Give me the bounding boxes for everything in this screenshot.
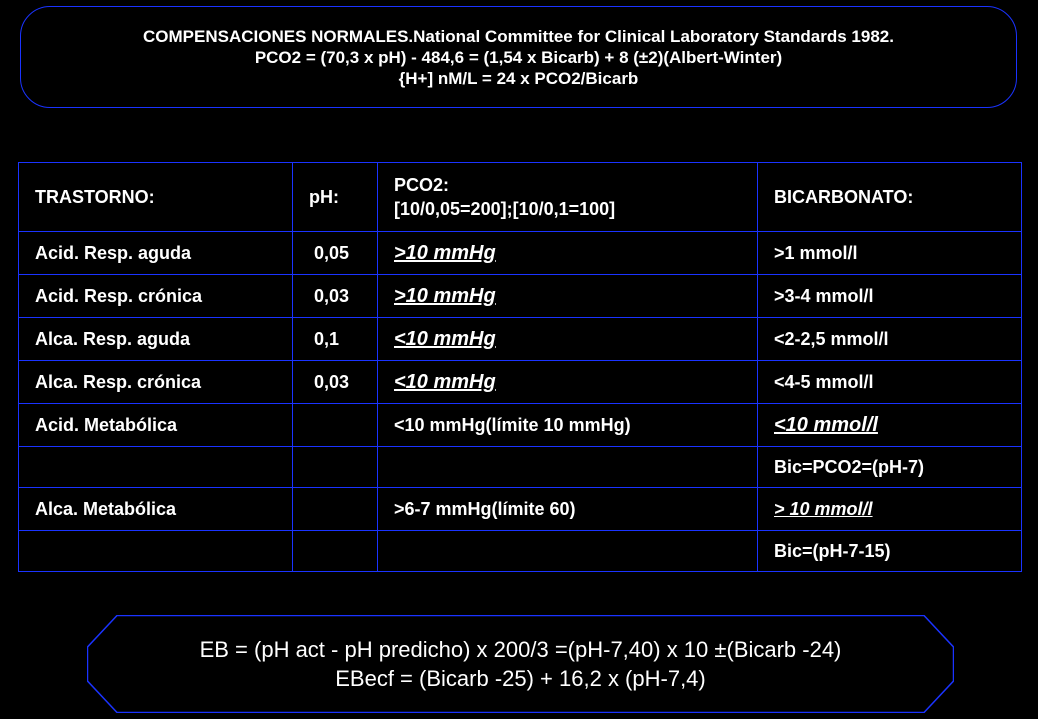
table-row <box>19 361 1022 404</box>
cell-pco2 <box>378 531 758 572</box>
cell-pco2 <box>378 275 758 318</box>
cell-ph <box>293 531 378 572</box>
formula-line-2: EBecf = (Bicarb -25) + 16,2 x (pH-7,4) <box>335 666 706 691</box>
cell-bicarb: Bic=PCO2=(pH-7) <box>758 447 1022 488</box>
header-box <box>20 6 1017 108</box>
header-pco2-scale: [10/0,05=200];[10/0,1=100] <box>394 199 616 219</box>
cell-trastorno: Alca. Resp. aguda <box>19 318 293 361</box>
table-row <box>19 488 1022 531</box>
bicarb-value: <10 mmol/l <box>774 413 878 436</box>
pco2-value: >10 mmHg <box>394 241 496 264</box>
table-row <box>19 318 1022 361</box>
cell-ph: 0,03 <box>293 275 378 318</box>
cell-pco2 <box>378 232 758 275</box>
cell-bicarb: <4-5 mmol/l <box>758 361 1022 404</box>
formula-line-1: EB = (pH act - pH predicho) x 200/3 =(pH-7,40) x 10 ±(Bicarb -24) <box>199 637 842 662</box>
cell-pco2: <10 mmHg(límite 10 mmHg) <box>378 404 758 447</box>
header-pco2-title: PCO2: <box>394 175 450 195</box>
header-ph: pH: <box>293 163 378 232</box>
header-line-1: COMPENSACIONES NORMALES.National Committee for Clinical Laboratory Standards 1982. <box>143 26 894 46</box>
cell-bicarb: <2-2,5 mmol/l <box>758 318 1022 361</box>
cell-pco2 <box>378 361 758 404</box>
header-bicarbonato: BICARBONATO: <box>758 163 1022 232</box>
table-row <box>19 232 1022 275</box>
cell-trastorno <box>19 447 293 488</box>
cell-ph: 0,03 <box>293 361 378 404</box>
header-line-2: PCO2 = (70,3 x pH) - 484,6 = (1,54 x Bicarb) + 8 (±2)(Albert-Winter) <box>254 47 783 67</box>
compensation-table <box>18 162 1022 572</box>
pco2-value: >10 mmHg <box>394 284 496 307</box>
cell-ph: 0,05 <box>293 232 378 275</box>
cell-bicarb: >1 mmol/l <box>758 232 1022 275</box>
cell-pco2 <box>378 318 758 361</box>
bicarb-value: > 10 mmol/l <box>774 498 873 519</box>
cell-ph <box>293 488 378 531</box>
pco2-value: <10 mmHg <box>394 370 496 393</box>
cell-ph <box>293 447 378 488</box>
cell-ph: 0,1 <box>293 318 378 361</box>
cell-pco2 <box>378 447 758 488</box>
header-line-3: {H+] nM/L = 24 x PCO2/Bicarb <box>398 68 639 88</box>
pco2-value: <10 mmHg <box>394 327 496 350</box>
cell-trastorno: Acid. Resp. aguda <box>19 232 293 275</box>
cell-pco2: >6-7 mmHg(límite 60) <box>378 488 758 531</box>
table-row <box>19 404 1022 447</box>
cell-trastorno: Alca. Metabólica <box>19 488 293 531</box>
header-trastorno: TRASTORNO: <box>19 163 293 232</box>
header-pco2 <box>378 163 758 232</box>
formula-box <box>87 615 954 713</box>
table-row <box>19 275 1022 318</box>
cell-trastorno <box>19 531 293 572</box>
cell-trastorno: Acid. Metabólica <box>19 404 293 447</box>
cell-ph <box>293 404 378 447</box>
cell-bicarb: Bic=(pH-7-15) <box>758 531 1022 572</box>
formula-text <box>87 615 954 713</box>
cell-trastorno: Alca. Resp. crónica <box>19 361 293 404</box>
cell-trastorno: Acid. Resp. crónica <box>19 275 293 318</box>
cell-bicarb <box>758 404 1022 447</box>
table-row <box>19 531 1022 572</box>
table-row <box>19 447 1022 488</box>
cell-bicarb: >3-4 mmol/l <box>758 275 1022 318</box>
cell-bicarb <box>758 488 1022 531</box>
table-header-row <box>19 163 1022 232</box>
